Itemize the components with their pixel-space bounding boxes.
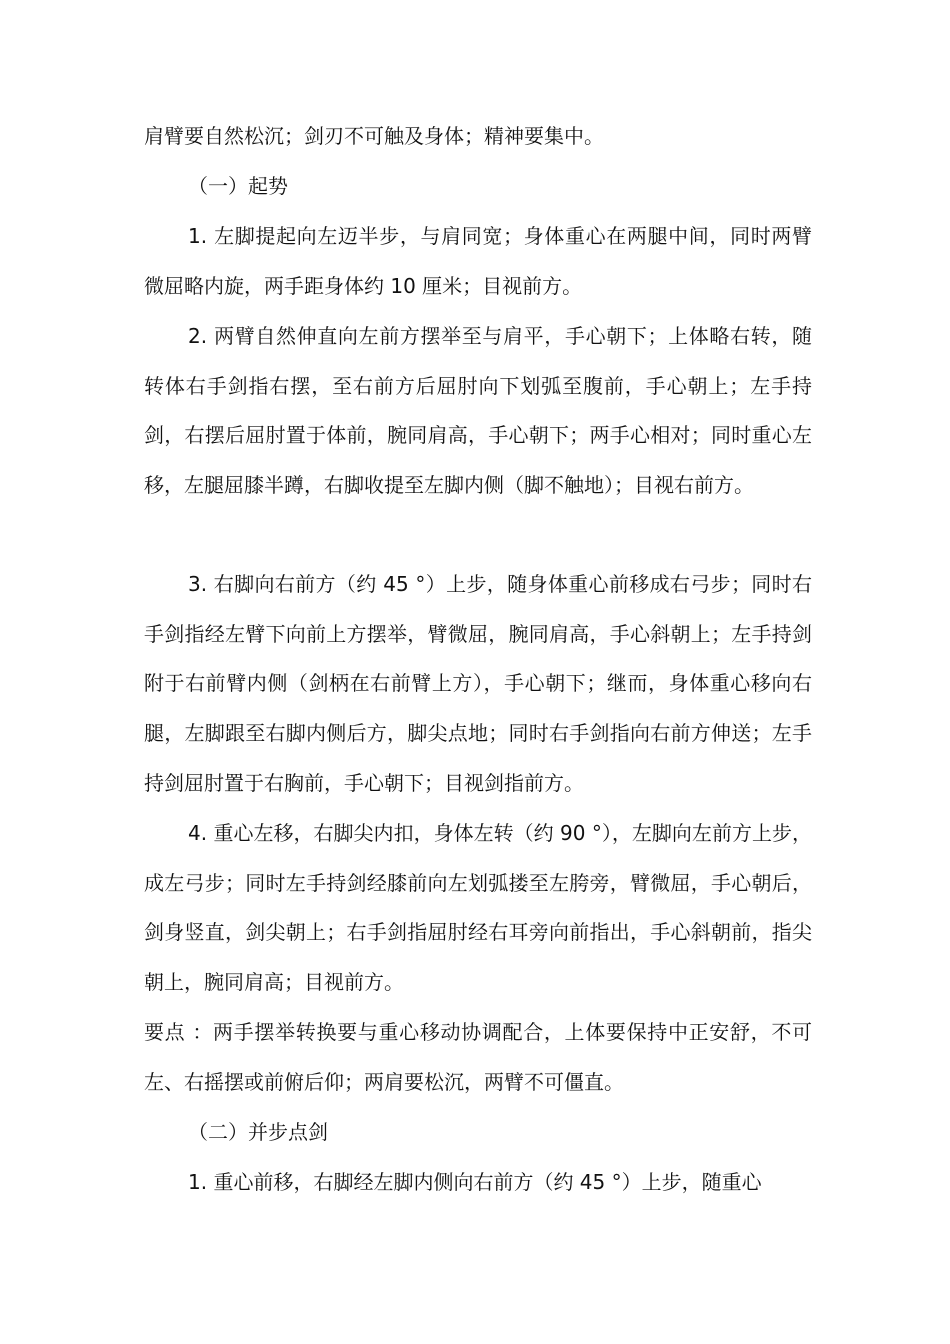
paragraph-continuation: 肩臂要自然松沉；剑刃不可触及身体；精神要集中。 (144, 124, 604, 148)
section-heading-start-posture: （一）起势 (188, 174, 288, 198)
step-paragraph-2: 2. 两臂自然伸直向左前方摆举至与肩平，手心朝下；上体略右转，随转体右手剑指右摆，至右前方后屈肘向下划弧至腹前，手心朝上；左手持剑，右摆后屈肘置于体前，腕同肩高，手心朝下；两手心相对；同时重心左移，左腿屈膝半蹲，右脚收提至左脚内侧（脚不触地）；目视右前方。 (144, 324, 812, 498)
key-points-paragraph: 要点 ：两手摆举转换要与重心移动协调配合，上体要保持中正安舒，不可左、右摇摆或前俯后仰；两肩要松沉，两臂不可僵直。 (144, 1020, 812, 1094)
step-paragraph-4: 4. 重心左移，右脚尖内扣，身体左转（约 90 °），左脚向左前方上步，成左弓步；同时左手持剑经膝前向左划弧搂至左胯旁，臂微屈，手心朝后，剑身竖直，剑尖朝上；右手剑指屈肘经右耳旁向前指出，手心斜朝前，指尖朝上，腕同肩高；目视前方。 (144, 821, 812, 995)
step-paragraph-1: 1. 左脚提起向左迈半步，与肩同宽；身体重心在两腿中间，同时两臂微屈略内旋，两手距身体约 10 厘米；目视前方。 (144, 224, 812, 298)
step-paragraph-5: 1. 重心前移，右脚经左脚内侧向右前方（约 45 °）上步，随重心 (188, 1170, 762, 1194)
section-heading-feet-together-point-sword: （二）并步点剑 (188, 1120, 328, 1144)
step-paragraph-3: 3. 右脚向右前方（约 45 °）上步，随身体重心前移成右弓步；同时右手剑指经左臂下向前上方摆举，臂微屈，腕同肩高，手心斜朝上；左手持剑附于右前臂内侧（剑柄在右前臂上方），手心朝下；继而，身体重心移向右腿，左脚跟至右脚内侧后方，脚尖点地；同时右手剑指向右前方伸送；左手持剑屈肘置于右胸前，手心朝下；目视剑指前方。 (144, 572, 812, 795)
